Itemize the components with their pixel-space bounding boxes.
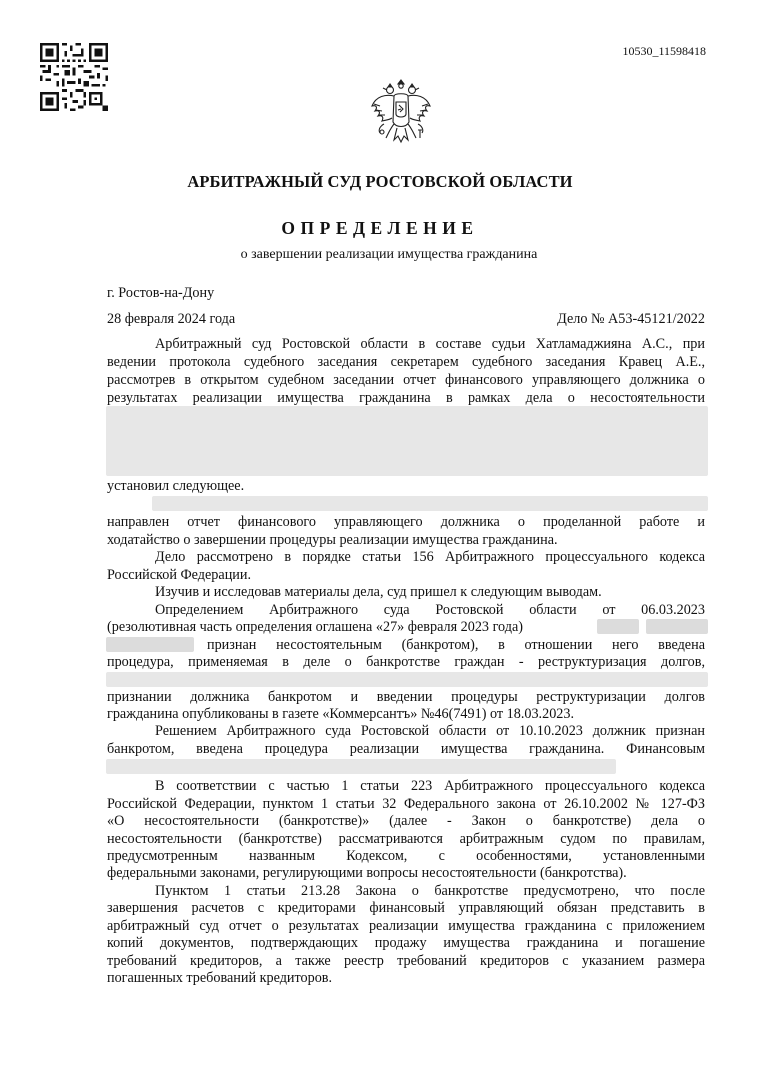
text-line: Изучив и исследовав материалы дела, суд пришел к следующим выводам. [155,584,602,600]
text-line: несостоятельности (банкротстве) рассматриваются арбитражным судом по правилам, [107,831,705,847]
court-name: АРБИТРАЖНЫЙ СУД РОСТОВСКОЙ ОБЛАСТИ [187,172,573,191]
text-line: признан несостоятельным (банкротом), в отношении него введена [207,637,705,653]
text-line: процедура, применяемая в деле о банкротстве граждан - реструктуризация долгов, [107,654,705,670]
text-line: Дело рассмотрено в порядке статьи 156 Арбитражного процессуального кодекса [155,549,705,565]
document-subtitle: о завершении реализации имущества гражданина [240,247,538,262]
text-line: банкротом, введена процедура реализации имущества гражданина. Финансовым [107,741,705,757]
decision-date: 28 февраля 2024 года [107,311,236,327]
text-line: установил следующее. [107,478,245,494]
document-id: 10530_11598418 [622,44,706,58]
coat-of-arms-emblem [368,74,434,150]
redacted-block [106,672,708,687]
text-line: арбитражный суд отчет о результатах реализации имущества гражданина с приложением [107,918,705,934]
text-line: ведении протокола судебного заседания секретарем судебного заседания Кравец А.Е., [107,354,705,370]
text-line: ходатайство о завершении процедуры реализации имущества гражданина. [107,532,558,548]
text-line: результатах реализации имущества гражданина в рамках дела о несостоятельности [107,390,705,406]
text-line: Российской Федерации, пунктом 1 статьи 32 Федерального закона от 26.10.2002 № 127-ФЗ [107,796,705,812]
text-line: гражданина опубликованы в газете «Коммерсантъ» №46(7491) от 18.03.2023. [107,706,575,722]
text-line: (резолютивная часть определения оглашена «27» февраля 2023 года) [107,619,523,635]
text-line: Пунктом 1 статьи 213.28 Закона о банкротстве предусмотрено, что после [155,883,705,899]
text-line: Российской Федерации. [107,567,252,583]
text-line: погашенных требований кредиторов. [107,970,333,986]
text-line: требований кредиторов, а также реестр требований кредиторов с указанием размера [107,953,705,969]
redacted-block [106,406,708,476]
redacted-block [152,496,708,511]
document-title: ОПРЕДЕЛЕНИЕ [281,218,479,238]
city: г. Ростов-на-Дону [107,285,215,301]
text-line: признании должника банкротом и введении процедуры реструктуризации долгов [107,689,705,705]
text-line: завершения расчетов с кредиторами финансовый управляющий обязан представить в [107,900,705,916]
text-line: «О несостоятельности (банкротстве)» (далее - Закон о банкротстве) дела о [107,813,705,829]
text-line: копий документов, подтверждающих продажу имущества гражданина и погашение [107,935,705,951]
text-line: Определением Арбитражного суда Ростовской области от 06.03.2023 [155,602,705,618]
redacted-block [597,619,639,634]
text-line: рассмотрев в открытом судебном заседании отчет финансового управляющего должника о [107,372,705,388]
text-line: предусмотренным названным Кодексом, с особенностями, установленными [107,848,705,864]
case-number: Дело № А53-45121/2022 [557,311,705,327]
text-line: Решением Арбитражного суда Ростовской области от 10.10.2023 должник признан [155,723,705,739]
redacted-block [646,619,708,634]
redacted-block [106,759,616,774]
text-line: Арбитражный суд Ростовской области в составе судьи Хатламаджияна А.С., при [155,336,705,352]
text-line: направлен отчет финансового управляющего должника о проделанной работе и [107,514,705,530]
qr-code [40,43,108,111]
text-line: В соответствии с частью 1 статьи 223 Арбитражного процессуального кодекса [155,778,705,794]
text-line: федеральными законами, регулирующими вопросы несостоятельности (банкротства). [107,865,627,881]
redacted-block [106,637,194,652]
